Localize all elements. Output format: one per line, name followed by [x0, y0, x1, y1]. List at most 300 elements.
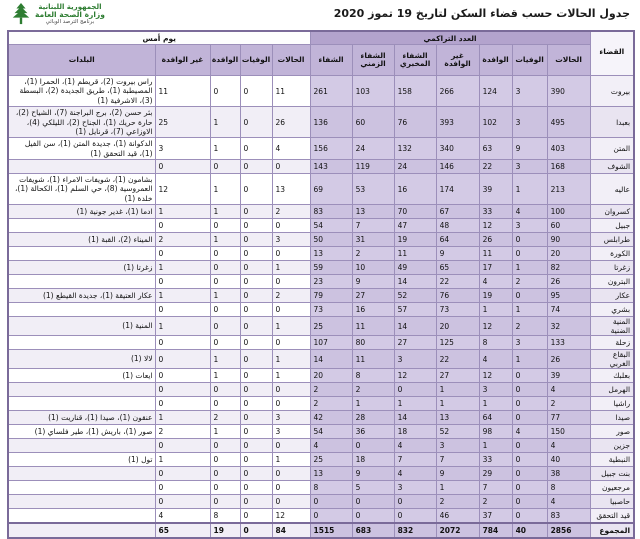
col-header-towns: البلدات: [8, 45, 155, 76]
cumulative-value-cell: 19: [479, 289, 512, 303]
cumulative-value-cell: 76: [394, 107, 436, 138]
cumulative-value-cell: 63: [479, 138, 512, 160]
yesterday-value-cell: 0: [155, 160, 210, 174]
towns-cell: [8, 523, 155, 538]
yesterday-value-cell: 1: [155, 261, 210, 275]
total-row: [8, 523, 634, 538]
yesterday-value-cell: 0: [240, 425, 272, 439]
cumulative-value-cell: 16: [352, 303, 394, 317]
table-row: [8, 509, 634, 524]
cumulative-value-cell: 832: [394, 523, 436, 538]
cumulative-value-cell: 4: [479, 275, 512, 289]
yesterday-value-cell: 2: [210, 411, 240, 425]
table-row: [8, 174, 634, 205]
cumulative-value-cell: 0: [512, 481, 547, 495]
table-row: [8, 369, 634, 383]
yesterday-value-cell: 0: [155, 350, 210, 369]
cumulative-value-cell: 1: [512, 350, 547, 369]
cumulative-value-cell: 53: [352, 174, 394, 205]
cumulative-value-cell: 70: [394, 205, 436, 219]
yesterday-value-cell: 0: [210, 467, 240, 481]
yesterday-value-cell: 0: [240, 160, 272, 174]
yesterday-value-cell: 1: [272, 453, 310, 467]
cumulative-value-cell: 80: [352, 336, 394, 350]
yesterday-value-cell: 0: [240, 523, 272, 538]
cumulative-value-cell: 4: [479, 350, 512, 369]
yesterday-value-cell: 0: [240, 495, 272, 509]
yesterday-value-cell: 0: [240, 467, 272, 481]
yesterday-value-cell: 1: [155, 411, 210, 425]
cumulative-value-cell: 18: [394, 425, 436, 439]
cumulative-value-cell: 8: [547, 481, 590, 495]
yesterday-value-cell: 0: [240, 261, 272, 275]
cumulative-value-cell: 0: [310, 509, 352, 524]
cumulative-value-cell: 98: [479, 425, 512, 439]
cumulative-value-cell: 52: [394, 289, 436, 303]
cumulative-value-cell: 174: [436, 174, 479, 205]
cumulative-value-cell: 22: [436, 275, 479, 289]
towns-cell: [8, 275, 155, 289]
cumulative-value-cell: 27: [394, 336, 436, 350]
cumulative-value-cell: 107: [310, 336, 352, 350]
cumulative-value-cell: 14: [394, 411, 436, 425]
yesterday-value-cell: 4: [155, 509, 210, 524]
yesterday-value-cell: 1: [210, 107, 240, 138]
cumulative-value-cell: 37: [479, 509, 512, 524]
cumulative-value-cell: 2: [436, 495, 479, 509]
cumulative-value-cell: 39: [547, 369, 590, 383]
cumulative-value-cell: 83: [310, 205, 352, 219]
district-cell: النبطية: [590, 453, 634, 467]
table-row: [8, 160, 634, 174]
cumulative-value-cell: 25: [310, 453, 352, 467]
district-cell: جبيل: [590, 219, 634, 233]
cumulative-value-cell: 2: [479, 495, 512, 509]
cumulative-value-cell: 8: [310, 481, 352, 495]
yesterday-value-cell: 0: [240, 317, 272, 336]
yesterday-value-cell: 1: [272, 369, 310, 383]
district-cell: المتن: [590, 138, 634, 160]
yesterday-value-cell: 1: [210, 174, 240, 205]
table-row: [8, 495, 634, 509]
cumulative-value-cell: 57: [394, 303, 436, 317]
yesterday-value-cell: 1: [272, 261, 310, 275]
cumulative-value-cell: 3: [512, 107, 547, 138]
cumulative-value-cell: 0: [352, 495, 394, 509]
yesterday-value-cell: 0: [210, 317, 240, 336]
yesterday-value-cell: 0: [240, 336, 272, 350]
table-row: [8, 233, 634, 247]
table-header: [8, 31, 634, 76]
cumulative-value-cell: 403: [547, 138, 590, 160]
district-cell: قيد التحقق: [590, 509, 634, 524]
cumulative-value-cell: 7: [394, 453, 436, 467]
cumulative-value-cell: 2072: [436, 523, 479, 538]
cumulative-value-cell: 9: [352, 275, 394, 289]
yesterday-value-cell: 1: [210, 289, 240, 303]
yesterday-value-cell: 0: [240, 509, 272, 524]
cumulative-value-cell: 3: [394, 350, 436, 369]
cumulative-value-cell: 125: [436, 336, 479, 350]
cumulative-value-cell: 136: [310, 107, 352, 138]
cumulative-value-cell: 1: [479, 303, 512, 317]
col-header-district: القضاء: [590, 31, 634, 76]
cumulative-value-cell: 0: [512, 233, 547, 247]
cumulative-value-cell: 13: [310, 247, 352, 261]
col-header-yest-deaths: الوفيات: [240, 45, 272, 76]
cumulative-value-cell: 18: [352, 453, 394, 467]
cumulative-value-cell: 24: [352, 138, 394, 160]
table-row: [8, 317, 634, 336]
yesterday-value-cell: 0: [240, 174, 272, 205]
district-cell: مرجعيون: [590, 481, 634, 495]
yesterday-value-cell: 0: [210, 303, 240, 317]
cumulative-value-cell: 22: [479, 160, 512, 174]
yesterday-value-cell: 0: [210, 383, 240, 397]
district-cell: بنت جبيل: [590, 467, 634, 481]
district-cell: بعبدا: [590, 107, 634, 138]
table-row: [8, 383, 634, 397]
yesterday-value-cell: 0: [240, 275, 272, 289]
cumulative-value-cell: 4: [547, 439, 590, 453]
cumulative-value-cell: 8: [352, 369, 394, 383]
cumulative-value-cell: 76: [436, 289, 479, 303]
cumulative-value-cell: 10: [352, 261, 394, 275]
towns-cell: عنقون (1)، صيدا (1)، قناريت (1): [8, 411, 155, 425]
col-header-yest-local: غير الوافدة: [155, 45, 210, 76]
district-cell: المجموع: [590, 523, 634, 538]
cumulative-value-cell: 3: [512, 219, 547, 233]
cumulative-value-cell: 119: [352, 160, 394, 174]
cumulative-value-cell: 0: [512, 369, 547, 383]
cumulative-value-cell: 158: [394, 76, 436, 107]
cumulative-value-cell: 9: [352, 467, 394, 481]
cumulative-value-cell: 67: [436, 205, 479, 219]
cumulative-value-cell: 156: [310, 138, 352, 160]
district-cell: الكورة: [590, 247, 634, 261]
yesterday-value-cell: 2: [155, 233, 210, 247]
cumulative-value-cell: 11: [479, 247, 512, 261]
yesterday-value-cell: 0: [272, 481, 310, 495]
towns-cell: [8, 397, 155, 411]
yesterday-value-cell: 3: [272, 425, 310, 439]
cumulative-value-cell: 0: [394, 509, 436, 524]
yesterday-value-cell: 0: [272, 439, 310, 453]
table-row: [8, 397, 634, 411]
cumulative-value-cell: 784: [479, 523, 512, 538]
cumulative-value-cell: 69: [310, 174, 352, 205]
yesterday-value-cell: 4: [272, 138, 310, 160]
yesterday-value-cell: 2: [272, 205, 310, 219]
towns-cell: الدكوانة (1)، جديدة المتن (1)، سن الفيل (1)، قيد التحقق (1): [8, 138, 155, 160]
cumulative-value-cell: 340: [436, 138, 479, 160]
cumulative-value-cell: 40: [512, 523, 547, 538]
col-header-cum-recovery: الشفاء: [310, 45, 352, 76]
yesterday-value-cell: 0: [272, 467, 310, 481]
cumulative-value-cell: 3: [512, 160, 547, 174]
yesterday-value-cell: 0: [210, 261, 240, 275]
cumulative-value-cell: 24: [394, 160, 436, 174]
col-header-yest-imported: الوافدة: [210, 45, 240, 76]
cumulative-value-cell: 261: [310, 76, 352, 107]
cumulative-value-cell: 3: [512, 76, 547, 107]
district-cell: حاصبيا: [590, 495, 634, 509]
cases-table: [7, 30, 635, 539]
cumulative-value-cell: 20: [547, 247, 590, 261]
cumulative-value-cell: 2: [310, 397, 352, 411]
col-header-yest-cases: الحالات: [272, 45, 310, 76]
yesterday-value-cell: 11: [155, 76, 210, 107]
table-row: [8, 289, 634, 303]
yesterday-value-cell: 0: [210, 76, 240, 107]
yesterday-value-cell: 0: [272, 336, 310, 350]
yesterday-value-cell: 0: [240, 247, 272, 261]
cumulative-value-cell: 0: [512, 397, 547, 411]
cumulative-value-cell: 100: [547, 205, 590, 219]
yesterday-value-cell: 1: [155, 317, 210, 336]
table-body: [8, 76, 634, 539]
table-row: [8, 219, 634, 233]
cumulative-value-cell: 95: [547, 289, 590, 303]
header-yesterday: يوم أمس: [8, 31, 310, 45]
yesterday-value-cell: 3: [272, 233, 310, 247]
yesterday-value-cell: 0: [240, 481, 272, 495]
towns-cell: صور (1)، باريش (1)، طير فلساي (1): [8, 425, 155, 439]
cumulative-value-cell: 11: [394, 247, 436, 261]
yesterday-value-cell: 25: [155, 107, 210, 138]
yesterday-value-cell: 0: [155, 369, 210, 383]
yesterday-value-cell: 0: [240, 76, 272, 107]
cumulative-value-cell: 1515: [310, 523, 352, 538]
col-header-cum-cases: الحالات: [547, 45, 590, 76]
table-row: [8, 107, 634, 138]
cumulative-value-cell: 32: [547, 317, 590, 336]
district-cell: الشوف: [590, 160, 634, 174]
cumulative-value-cell: 90: [547, 233, 590, 247]
yesterday-value-cell: 0: [155, 467, 210, 481]
yesterday-value-cell: 1: [155, 205, 210, 219]
yesterday-value-cell: 0: [240, 369, 272, 383]
towns-cell: [8, 160, 155, 174]
cumulative-value-cell: 8: [479, 336, 512, 350]
towns-cell: تول (1): [8, 453, 155, 467]
cumulative-value-cell: 54: [310, 425, 352, 439]
towns-cell: ايعات (1): [8, 369, 155, 383]
cumulative-value-cell: 20: [310, 369, 352, 383]
cumulative-value-cell: 36: [352, 425, 394, 439]
cumulative-value-cell: 14: [310, 350, 352, 369]
yesterday-value-cell: 1: [155, 289, 210, 303]
yesterday-value-cell: 0: [210, 495, 240, 509]
yesterday-value-cell: 0: [155, 219, 210, 233]
yesterday-value-cell: 0: [240, 138, 272, 160]
cedar-tree-icon: [10, 2, 32, 26]
towns-cell: [8, 481, 155, 495]
yesterday-value-cell: 0: [155, 383, 210, 397]
yesterday-value-cell: 0: [155, 247, 210, 261]
cumulative-value-cell: 1: [436, 397, 479, 411]
towns-cell: راس بيروت (2)، قريطم (1)، الحمرا (1)، المصيطبة (1)، طريق الجديدة (2)، البسطة (3)، الاشرفية (1): [8, 76, 155, 107]
cumulative-value-cell: 0: [512, 247, 547, 261]
cumulative-value-cell: 73: [436, 303, 479, 317]
yesterday-value-cell: 1: [272, 350, 310, 369]
cumulative-value-cell: 19: [394, 233, 436, 247]
yesterday-value-cell: 11: [272, 76, 310, 107]
yesterday-value-cell: 1: [210, 205, 240, 219]
cumulative-value-cell: 1: [479, 439, 512, 453]
yesterday-value-cell: 0: [272, 219, 310, 233]
yesterday-value-cell: 13: [272, 174, 310, 205]
cumulative-value-cell: 4: [394, 467, 436, 481]
cumulative-value-cell: 11: [352, 350, 394, 369]
district-cell: جزين: [590, 439, 634, 453]
cumulative-value-cell: 22: [436, 350, 479, 369]
table-row: [8, 205, 634, 219]
cumulative-value-cell: 2856: [547, 523, 590, 538]
cumulative-value-cell: 4: [310, 439, 352, 453]
cumulative-value-cell: 0: [310, 495, 352, 509]
district-cell: زغرتا: [590, 261, 634, 275]
cumulative-value-cell: 4: [547, 383, 590, 397]
cumulative-value-cell: 0: [512, 383, 547, 397]
district-cell: راشيا: [590, 397, 634, 411]
table-row: [8, 467, 634, 481]
table-row: [8, 275, 634, 289]
yesterday-value-cell: 0: [155, 481, 210, 495]
yesterday-value-cell: 0: [272, 495, 310, 509]
yesterday-value-cell: 2: [155, 425, 210, 439]
cumulative-value-cell: 2: [352, 383, 394, 397]
cumulative-value-cell: 47: [394, 219, 436, 233]
cumulative-value-cell: 213: [547, 174, 590, 205]
cumulative-value-cell: 0: [352, 509, 394, 524]
yesterday-value-cell: 0: [210, 453, 240, 467]
district-cell: المنية الضنية: [590, 317, 634, 336]
logo-republic-line: الجمهورية اللبنانية: [38, 2, 102, 11]
cumulative-value-cell: 60: [547, 219, 590, 233]
towns-cell: [8, 336, 155, 350]
yesterday-value-cell: 0: [240, 303, 272, 317]
header-cumulative: العدد التراكمي: [310, 31, 590, 45]
yesterday-value-cell: 0: [272, 383, 310, 397]
yesterday-value-cell: 0: [210, 275, 240, 289]
yesterday-value-cell: 3: [155, 138, 210, 160]
cumulative-value-cell: 27: [352, 289, 394, 303]
cumulative-value-cell: 2: [310, 383, 352, 397]
cumulative-value-cell: 1: [512, 174, 547, 205]
ministry-logo: [10, 2, 105, 26]
logo-program-line: برنامج الترصد الوبائي: [45, 19, 95, 26]
cumulative-value-cell: 7: [352, 219, 394, 233]
col-header-cum-deaths: الوفيات: [512, 45, 547, 76]
table-row: [8, 336, 634, 350]
table-row: [8, 425, 634, 439]
cumulative-value-cell: 54: [310, 219, 352, 233]
cumulative-value-cell: 46: [436, 509, 479, 524]
cumulative-value-cell: 25: [310, 317, 352, 336]
yesterday-value-cell: 1: [155, 453, 210, 467]
yesterday-value-cell: 0: [240, 383, 272, 397]
yesterday-value-cell: 0: [210, 219, 240, 233]
cumulative-value-cell: 13: [310, 467, 352, 481]
cumulative-value-cell: 0: [394, 495, 436, 509]
district-cell: طرابلس: [590, 233, 634, 247]
towns-cell: لالا (1): [8, 350, 155, 369]
col-header-cum-local: غير الوافدة: [436, 45, 479, 76]
yesterday-value-cell: 0: [240, 439, 272, 453]
yesterday-value-cell: 1: [210, 233, 240, 247]
cumulative-value-cell: 33: [479, 205, 512, 219]
towns-cell: بئر حسن (2)، برج البراجنة (7)، الشياح (2)، حارة حريك (1)، الجناح (2)، الليلكي (4)، الاوزاعي (7)، قرنايل (1): [8, 107, 155, 138]
cumulative-value-cell: 77: [547, 411, 590, 425]
towns-cell: [8, 247, 155, 261]
table-row: [8, 247, 634, 261]
yesterday-value-cell: 0: [155, 275, 210, 289]
cumulative-value-cell: 0: [512, 467, 547, 481]
cumulative-value-cell: 82: [547, 261, 590, 275]
district-cell: الهرمل: [590, 383, 634, 397]
report-title: جدول الحالات حسب قضاء السكن لتاريخ 19 تموز 2020: [333, 7, 630, 20]
cumulative-value-cell: 146: [436, 160, 479, 174]
yesterday-value-cell: 0: [272, 275, 310, 289]
cumulative-value-cell: 49: [394, 261, 436, 275]
table-row: [8, 76, 634, 107]
cumulative-value-cell: 9: [436, 467, 479, 481]
yesterday-value-cell: 0: [240, 350, 272, 369]
cumulative-value-cell: 79: [310, 289, 352, 303]
cumulative-value-cell: 50: [310, 233, 352, 247]
yesterday-value-cell: 0: [155, 397, 210, 411]
yesterday-value-cell: 0: [155, 439, 210, 453]
table-row: [8, 303, 634, 317]
table-row: [8, 481, 634, 495]
district-cell: كسروان: [590, 205, 634, 219]
cumulative-value-cell: 2: [352, 247, 394, 261]
cumulative-value-cell: 60: [352, 107, 394, 138]
towns-cell: [8, 467, 155, 481]
cumulative-value-cell: 3: [512, 336, 547, 350]
yesterday-value-cell: 0: [272, 247, 310, 261]
district-cell: بيروت: [590, 76, 634, 107]
towns-cell: ادما (1)، غدير جونية (1): [8, 205, 155, 219]
district-cell: عاليه: [590, 174, 634, 205]
towns-cell: [8, 219, 155, 233]
district-cell: زحلة: [590, 336, 634, 350]
yesterday-value-cell: 19: [210, 523, 240, 538]
cumulative-value-cell: 64: [436, 233, 479, 247]
yesterday-value-cell: 0: [210, 439, 240, 453]
logo-ministry-line: وزارة الصحة العامة: [35, 9, 105, 19]
yesterday-value-cell: 0: [155, 495, 210, 509]
district-cell: بعلبك: [590, 369, 634, 383]
yesterday-value-cell: 0: [272, 303, 310, 317]
yesterday-value-cell: 0: [210, 247, 240, 261]
cumulative-value-cell: 1: [394, 397, 436, 411]
cumulative-value-cell: 59: [310, 261, 352, 275]
cumulative-value-cell: 40: [547, 453, 590, 467]
cumulative-value-cell: 683: [352, 523, 394, 538]
cumulative-value-cell: 83: [547, 509, 590, 524]
yesterday-value-cell: 0: [240, 289, 272, 303]
cumulative-value-cell: 27: [436, 369, 479, 383]
col-header-cum-imported: الوافدة: [479, 45, 512, 76]
cumulative-value-cell: 143: [310, 160, 352, 174]
table-row: [8, 138, 634, 160]
yesterday-value-cell: 0: [240, 219, 272, 233]
table-row: [8, 261, 634, 275]
cumulative-value-cell: 390: [547, 76, 590, 107]
cumulative-value-cell: 1: [512, 261, 547, 275]
